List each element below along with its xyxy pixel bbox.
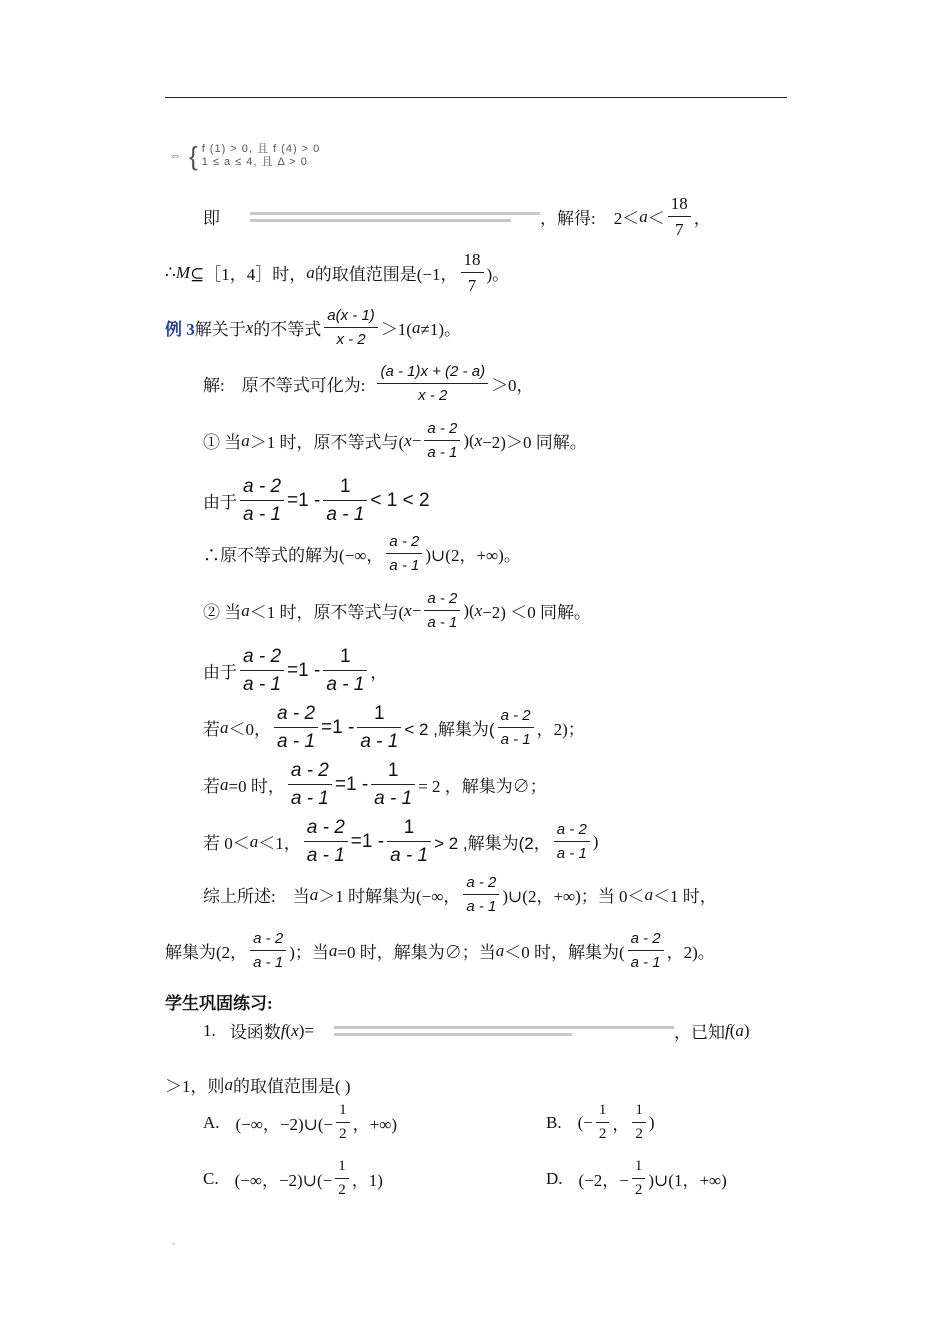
case-1: ① 当 a ＞1 时，原不等式与( x − $\frac{a - 2}{a - 1}$ )( x −2)＞0 同解。 (203, 420, 587, 461)
question-1-continued: ＞1，则 a 的取值范围是( ) (165, 1074, 351, 1096)
case-2-reason: 由于 $\frac{a - 2}{a - 1}$ =1 - $\frac{1}{a - 1}$ ， (203, 646, 388, 695)
equivalence-arrow: ⇔ (170, 150, 181, 162)
fraction: $\frac{1}{2}$ (336, 1103, 350, 1142)
fraction: $\frac{a - 2}{a - 1}$ (463, 875, 499, 914)
condition-system (170, 143, 320, 169)
option-c[interactable]: C. (−∞，−2)∪(− $\frac{1}{2}$ ，1) (203, 1158, 383, 1198)
condition-row-2: 1 ≤ a ≤ 4, 且 Δ > 0 (201, 156, 308, 168)
fraction: $\frac{1}{a - 1}$ (323, 647, 367, 694)
fraction: $\frac{a - 2}{a - 1}$ (628, 931, 664, 970)
fraction: $\frac{a - 2}{a - 1}$ (240, 647, 284, 694)
case-1-reason: 由于 $\frac{a - 2}{a - 1}$ =1 - $\frac{1}{a - 1}$ < 1 < 2 (203, 476, 430, 525)
paragraph-mark: 。 (172, 1237, 180, 1246)
practice-heading: 学生巩固练习: (165, 994, 273, 1013)
line-range-M: ∴ M ⊆［1，4］时， a 的取值范围是(−1， $\frac{18}{7}$ )。 (165, 250, 510, 295)
fraction: $\frac{a - 2}{a - 1}$ (304, 818, 348, 865)
fraction: $\frac{1}{a - 1}$ (323, 477, 367, 524)
fraction: $\frac{18}{7}$ (461, 251, 484, 294)
fraction: $\frac{a(x - 1)}{x - 2}$ (324, 308, 378, 347)
case-2-a-zero: 若 a =0 时， $\frac{a - 2}{a - 1}$ =1 - $\frac{1}{a - 1}$ = 2 ，解集为∅； (203, 760, 547, 809)
fraction: $\frac{1}{2}$ (596, 1103, 610, 1142)
case-2-a-between: 若 0＜ a ＜1， $\frac{a - 2}{a - 1}$ =1 - $\frac{1}{a - 1}$ > 2 ,解集为(2， $\frac{a - 2}{a - 1}$ ) (203, 817, 599, 866)
fraction: $\frac{1}{a - 1}$ (371, 761, 415, 808)
summary-line-2: 解集为(2， $\frac{a - 2}{a - 1}$ )；当 a =0 时，解集为∅；当 a ＜0 时，解集为( $\frac{a - 2}{a - 1}$ ，2)。 (165, 930, 715, 971)
fraction: $\frac{a - 2}{a - 1}$ (250, 931, 286, 970)
option-a[interactable]: A. (−∞，−2)∪(− $\frac{1}{2}$ ，+∞) (203, 1102, 398, 1142)
fraction: $\frac{a - 2}{a - 1}$ (240, 477, 284, 524)
blurred-formula (250, 208, 540, 226)
fraction: $\frac{1}{2}$ (632, 1103, 646, 1142)
solution-step-1: 解: 原不等式可化为: $\frac{(a - 1)x + (2 - a)}{x - 2}$ ＞0， (203, 363, 534, 404)
summary-line-1: 综上所述: 当 a ＞1 时解集为(−∞， $\frac{a - 2}{a - 1}$ )∪(2，+∞)；当 0＜ a ＜1 时， (203, 874, 717, 915)
case-1-solution: ∴原不等式的解为(−∞， $\frac{a - 2}{a - 1}$ )∪(2，+∞)。 (203, 533, 521, 574)
fraction: $\frac{1}{2}$ (335, 1159, 349, 1198)
left-brace: { (189, 141, 198, 171)
option-d[interactable]: D. (−2，− $\frac{1}{2}$ )∪(1，+∞) (546, 1158, 727, 1198)
fraction: $\frac{a - 2}{a - 1}$ (288, 761, 332, 808)
fraction: $\frac{(a - 1)x + (2 - a)}{x - 2}$ (377, 364, 488, 403)
fraction: $\frac{1}{2}$ (632, 1159, 646, 1198)
option-b[interactable]: B. (− $\frac{1}{2}$ ， $\frac{1}{2}$ ) (546, 1102, 655, 1142)
condition-row-1: f (1) > 0, 且 f (4) > 0 (201, 143, 321, 155)
case-2-a-negative: 若 a ＜0， $\frac{a - 2}{a - 1}$ =1 - $\frac{1}{a - 1}$ < 2 ,解集为( $\frac{a - 2}{a - 1}$ ，2)； (203, 703, 585, 752)
header-rule (165, 97, 787, 98)
fraction: $\frac{a - 2}{a - 1}$ (424, 591, 460, 630)
fraction: $\frac{a - 2}{a - 1}$ (554, 822, 590, 861)
line-ji: 即 ，解得: 2＜ a ＜ $\frac{18}{7}$ ， (203, 194, 711, 239)
fraction: $\frac{18}{7}$ (668, 195, 691, 238)
fraction: $\frac{1}{a - 1}$ (387, 818, 431, 865)
example-3-statement: 例 3 解关于 x 的不等式 $\frac{a(x - 1)}{x - 2}$ ＞1( a ≠1)。 (165, 307, 461, 348)
fraction: $\frac{a - 2}{a - 1}$ (274, 704, 318, 751)
case-2: ② 当 a ＜1 时，原不等式与( x − $\frac{a - 2}{a - 1}$ )( x −2) ＜0 同解。 (203, 590, 591, 631)
fraction: $\frac{a - 2}{a - 1}$ (386, 534, 422, 573)
fraction: $\frac{a - 2}{a - 1}$ (424, 421, 460, 460)
question-1: 1. 设函数 f ( x )= ，已知 f ( a ) (203, 1020, 750, 1042)
blurred-formula (334, 1022, 674, 1040)
example-label: 例 3 (165, 320, 195, 339)
fraction: $\frac{a - 2}{a - 1}$ (498, 708, 534, 747)
fraction: $\frac{1}{a - 1}$ (357, 704, 401, 751)
